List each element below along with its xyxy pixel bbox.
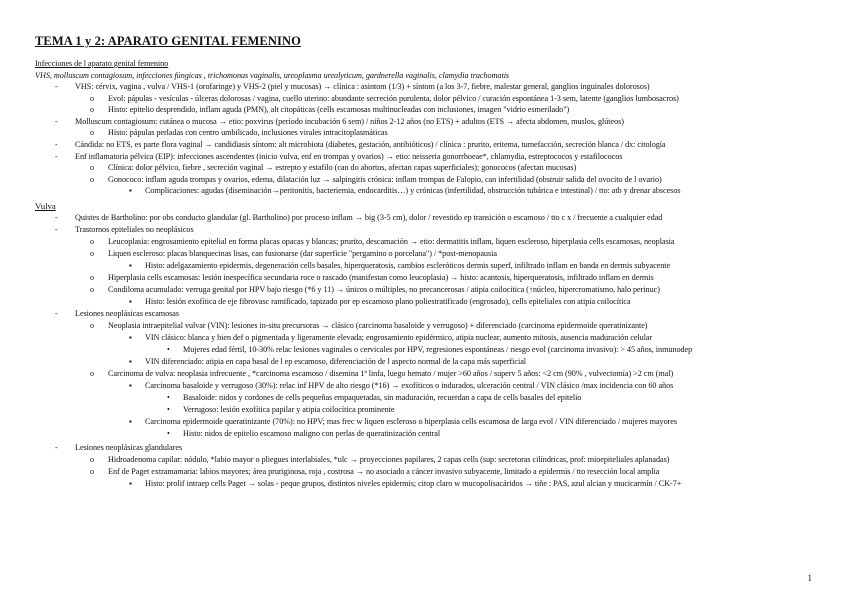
outline-item: Mujeres edad fértil, 10-30% relac lesiones vaginales o cervicales por HPV, regresiones espontáneas / riesgo evol (carcinoma invasivo): > 45 años, inmunodep — [183, 345, 693, 354]
outline-item: Clínica: dolor pélvico, fiebre , secreción vaginal → estrepto y estafilo (can do abortos, afectan capas superficiales); gonococos (afectan mucosas) — [108, 163, 577, 172]
bullet-marker: o — [90, 467, 94, 476]
outline-item: Verrugoso: lesión exofítica papilar y atipia coilocítica prominente — [183, 405, 395, 414]
outline-item: Histo: adelgazamiento epidermis, degeneración cells basales, hiperqueratosis, cambios escleróticos dermis superf, infiltrado inflam en banda en dermis subyacente — [145, 261, 671, 270]
outline-item: Carcinoma basaloide y verrugoso (30%): relac inf HPV de alto riesgo (*16) → exofíticos o indurados, ulceración central / VIN clásico /max incidencia con 60 años — [145, 381, 674, 390]
bullet-marker: o — [90, 369, 94, 378]
bullet-marker: - — [55, 82, 58, 91]
bullet-marker: ▪ — [129, 261, 132, 270]
bullet-marker: ▪ — [129, 417, 132, 426]
bullet-marker: ▪ — [129, 186, 132, 195]
bullet-marker: • — [167, 429, 170, 438]
outline-item: Molluscum contagiosum: cutánea o mucosa → etio: poxvirus (período incubación 6 sem) / niños 2-12 años (no ETS) + adultos (ETS → afecta abdomen, muslos, glúteos) — [75, 117, 624, 126]
outline-item: Evol: pápulas - vesículas - úlceras dolorosas / vagina, cuello uterino: abundante secreción purulenta, dolor pélvico / curación espontánea 1-3 sem, latente (ganglios lumbosacros) — [108, 94, 679, 103]
bullet-marker: • — [167, 405, 170, 414]
section-heading: Infecciones de l aparato genital femenino — [35, 59, 169, 68]
bullet-marker: o — [90, 321, 94, 330]
outline-item: Lesiones neoplásicas escamosas — [75, 309, 179, 318]
bullet-marker: - — [55, 140, 58, 149]
bullet-marker: • — [167, 345, 170, 354]
outline-item: VIN diferenciado: atipia en capa basal de l ep escamoso, diferenciación de l aspecto normal de la capa más superficial — [145, 357, 527, 366]
bullet-marker: - — [55, 309, 58, 318]
outline-item: Histo: prolif intraep cells Paget → solas - peque grupos, distintos niveles epidermis; citop claro w mucopolisacáridos → tiñe : PAS, azul alcian y mucicarmín / CK-7+ — [145, 479, 682, 488]
bullet-marker: o — [90, 94, 94, 103]
outline-item: Lesiones neoplásicas glandulares — [75, 443, 183, 452]
bullet-marker: - — [55, 213, 58, 222]
outline-item: Quistes de Bartholino: por obs conducto glandular (gl. Bartholino) por proceso inflam → big (3-5 cm), dolor / revestido ep transición o escamoso / tto c x / frecuente a cualquier edad — [75, 213, 663, 222]
outline-item: Enf inflamatoria pélvica (EIP): infecciones ascendentes (inicio vulva, enf en trompas y ovarios) → etio: neisseria gonorrhoeae*, chlamydia, estreptococos y estafilococos — [75, 152, 623, 161]
bullet-marker: - — [55, 443, 58, 452]
outline-item: VIN clásico: blanca y bien def o pigmentada y ligeramente elevada; engrosamiento epidérmico, atipia nuclear, aumento mitosis, ausencia maduración celular — [145, 333, 653, 342]
outline-text: VHS, molluscum contagiosum, infecciones fúngicas , trichomonas vaginalis, ureoplasma urealyticum, gardnerella vaginalis, clamydia trachomatis — [35, 71, 510, 80]
bullet-marker: - — [55, 225, 58, 234]
outline-item: Carcinoma epidermoide queratinizante (70%): no HPV; mas frec w liquen escleroso o hiperplasia cells escamosa de larga evol / VIN diferenciado / mujeres mayores — [145, 417, 678, 426]
bullet-marker: ▪ — [129, 357, 132, 366]
bullet-marker: - — [55, 152, 58, 161]
outline-item: Trastornos epiteliales no neoplásicos — [75, 225, 194, 234]
bullet-marker: o — [90, 273, 94, 282]
outline-item: Histo: pápulas perladas con centro umbilicado, inclusiones virales intracitoplasmáticas — [108, 128, 388, 137]
outline-item: Hiperplasia cells escamosas: lesión inespecífica secundaria roce o rascado (manifestan como leucoplasia) → histo: acantosis, hiperqueratosis, infiltrado inflam en dermis — [108, 273, 654, 282]
outline-item: Liquen escleroso: placas blanquecinas lisas, can fusionarse (dar superficie "pergamino o porcelana") / *post-menopausia — [108, 249, 497, 258]
outline-item: Complicaciones: agudas (diseminación→peritonitis, bacteriemia, endocarditis…) y crónicas (infertilidad, obstrucción tubárica e intestinal) / tto: atb y drenar abscesos — [145, 186, 681, 195]
bullet-marker: o — [90, 128, 94, 137]
bullet-marker: o — [90, 237, 94, 246]
outline-item: Histo: epitelio desprendido, inflam aguda (PMN), alt citopáticas (cells escamosas multinucleadas con inclusiones, imagen "vidrio esmerilado") — [108, 105, 570, 114]
outline-item: Neoplasia intraepitelial vulvar (VIN): lesiones in-situ precursoras → clásico (carcinoma basaloide y verrugoso) + diferenciado (carcinoma epidermoide queratinizante) — [108, 321, 648, 330]
outline-item: Carcinoma de vulva: neoplasia infrecuente , *carcinoma escamoso / disemina 1ª linfa, luego hemato / mujer >60 años / superv 5 años: <2 cm (90% , vulvectomía) >2 cm (mal) — [108, 369, 674, 378]
bullet-marker: ▪ — [129, 381, 132, 390]
outline-item: Leucoplasia: engrosamiento epitelial en forma placas opacas y blancas; prurito, descamación → etio: dermatitis inflam, liquen escleroso, hiperplasia cells escamosas, neoplasia — [108, 237, 675, 246]
bullet-marker: • — [167, 393, 170, 402]
bullet-marker: o — [90, 455, 94, 464]
bullet-marker: o — [90, 249, 94, 258]
bullet-marker: o — [90, 175, 94, 184]
outline-item: Basaloide: nidos y cordones de cells pequeñas empaquetadas, sin maduración, recuerdan a capa de cells basales del epitelio — [183, 393, 582, 402]
page-title: TEMA 1 y 2: APARATO GENITAL FEMENINO — [35, 34, 301, 48]
outline-item: VHS: cérvix, vagina , vulva / VHS-1 (orofaringe) y VHS-2 (piel y mucosas) → clínica : asintom (1/3) + síntom (a los 3-7, fiebre, malestar general, ganglios inguinales dolorosos) — [75, 82, 650, 91]
bullet-marker: o — [90, 163, 94, 172]
outline-item: Enf de Paget extramamaria: labios mayores; área pruriginosa, roja , costrosa → no asociado a cáncer invasivo subyacente, limitado a epidermis / tto resección local amplia — [108, 467, 660, 476]
bullet-marker: ▪ — [129, 479, 132, 488]
bullet-marker: ▪ — [129, 333, 132, 342]
bullet-marker: o — [90, 105, 94, 114]
outline-item: Histo: nidos de epitelio escamoso maligno con perlas de queratinización central — [183, 429, 441, 438]
section-heading: Vulva — [35, 201, 56, 211]
outline-item: Condiloma acumulado: verruga genital por HPV bajo riesgo (*6 y 11) → únicos o múltiples, no precancerosas / atipia coilocítica (↑núcleo, hipercromatismo, halo perinuc) — [108, 285, 660, 294]
outline-item: Cándida: no ETS, es parte flora vaginal → candidiasis síntom: alt microbiota (diabetes, gestación, antibióticos) / clínica : prurito, eritema, tumefacción, secreción blanca / dx: citología — [75, 140, 666, 149]
bullet-marker: - — [55, 117, 58, 126]
outline-item: Gonococo: inflam aguda trompas y ovarios, edema, dilatación luz → salpingitis crónica: inflam trompas de Falopio, can infertilidad (obstruir salida del ovocito de l ovario) — [108, 175, 662, 184]
outline-item: Histo: lesión exofítica de eje fibrovasc ramificado, tapizado por ep escamoso plano poliestratificado (engrosado), cells epiteliales con atipia coilocítica — [145, 297, 631, 306]
bullet-marker: ▪ — [129, 297, 132, 306]
page-number: 1 — [807, 573, 812, 583]
outline-item: Hidroadenoma capilar: nódulo, *labio mayor o pliegues interlabiales, *ulc → proyecciones papilares, 2 capas cells (sup: secretoras cilíndricas, prof: mioepiteliales aplanadas) — [108, 455, 670, 464]
bullet-marker: o — [90, 285, 94, 294]
